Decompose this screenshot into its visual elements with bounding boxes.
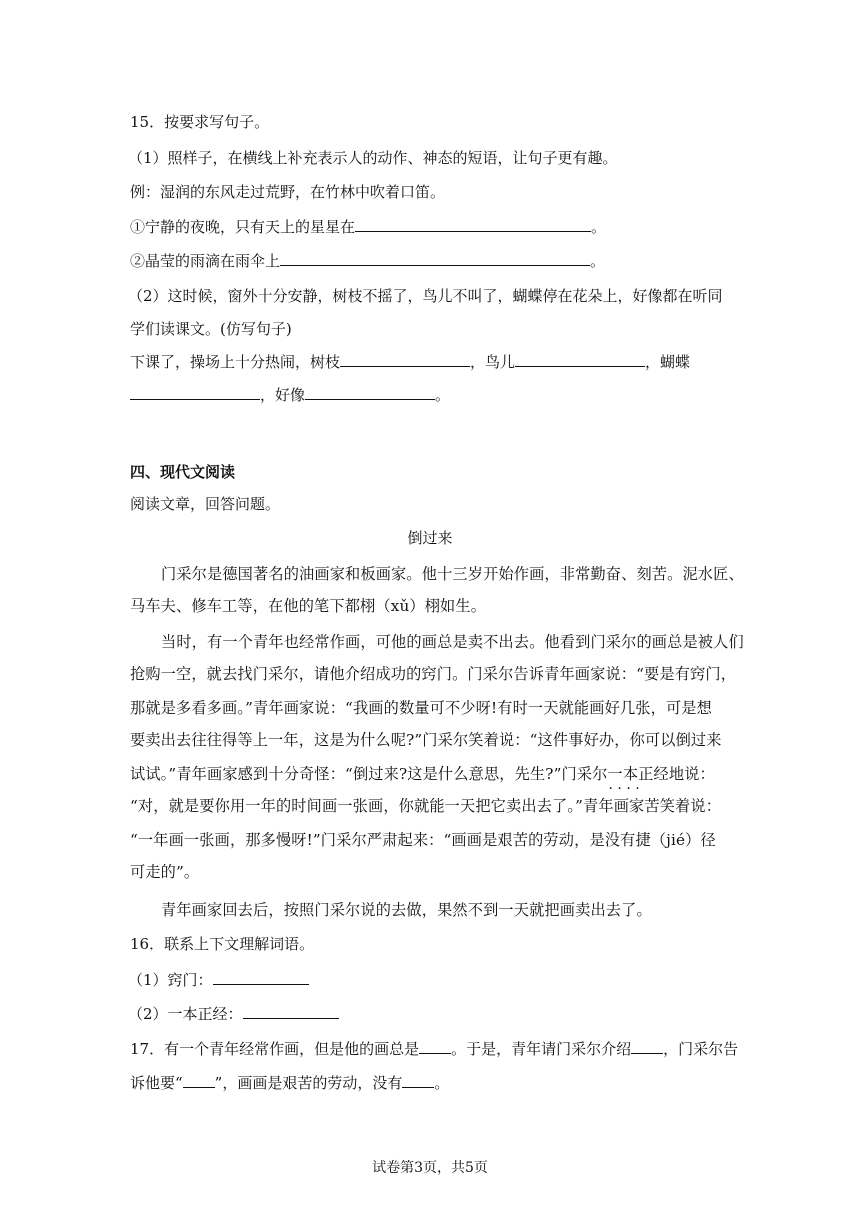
article-paragraph-line: 要卖出去往往得等上一年，这是为什么呢?”门采尔笑着说：“这件事好办，你可以倒过来 (130, 731, 722, 749)
q15-fill-text-d: ，好像 (260, 386, 306, 404)
q15-part2-fill-line2 (130, 385, 450, 405)
article-paragraph-line: 可走的”。 (130, 863, 200, 881)
q15-example: 例：湿润的东风走过荒野，在竹林中吹着口笛。 (130, 183, 446, 201)
answer-blank[interactable] (631, 1039, 663, 1054)
section-heading: 四、现代文阅读 (130, 463, 236, 481)
q15-item2 (130, 251, 605, 271)
q15-part2-fill-line1 (130, 352, 690, 372)
q17-text: 。于是，青年请门采尔介绍 (451, 1040, 632, 1058)
q16-item1-label: （1）窍门： (128, 971, 213, 989)
answer-blank[interactable] (340, 352, 470, 367)
article-text: 试试。”青年画家感到十分奇怪：“倒过来?这是什么意思，先生?”门采尔 (130, 765, 608, 783)
answer-blank[interactable] (130, 385, 260, 400)
answer-blank[interactable] (243, 1004, 339, 1019)
article-paragraph-line: 门采尔是德国著名的油画家和板画家。他十三岁开始作画，非常勤奋、刻苦。泥水匠、 (161, 565, 744, 583)
q15-item1-end: 。 (591, 218, 607, 236)
article-paragraph-line (130, 764, 730, 784)
q16-item1 (128, 970, 309, 990)
article-paragraph-line: 当时，有一个青年也经常作画，可他的画总是卖不出去。他看到门采尔的画总是被人们 (161, 633, 744, 651)
article-title: 倒过来 (407, 529, 453, 547)
q17-text: ”，画画是艰苦的劳动，没有 (214, 1074, 403, 1092)
q16-title: 16．联系上下文理解词语。 (130, 935, 315, 953)
q17-text: 。 (434, 1074, 450, 1092)
q15-item2-end: 。 (590, 252, 606, 270)
q17-text: ，门采尔告 (663, 1040, 739, 1058)
q15-title: 15．按要求写句子。 (130, 113, 270, 131)
answer-blank[interactable] (305, 385, 435, 400)
answer-blank[interactable] (183, 1073, 215, 1088)
q15-part2-line2: 学们读课文。(仿写句子) (130, 320, 292, 338)
article-paragraph-line: “对，就是要你用一年的时间画一张画，你就能一天把它卖出去了。”青年画家苦笑着说： (130, 797, 722, 815)
q17-text: 17．有一个青年经常作画，但是他的画总是 (130, 1040, 420, 1058)
q17-line1 (130, 1039, 738, 1059)
answer-blank[interactable] (515, 352, 645, 367)
section-instruction: 阅读文章，回答问题。 (130, 495, 281, 513)
answer-blank[interactable] (419, 1039, 451, 1054)
article-text: 地说： (668, 765, 715, 783)
q16-item2-label: （2）一本正经： (128, 1005, 243, 1023)
q15-item1-text: ①宁静的夜晚，只有天上的星星在 (130, 218, 356, 236)
article-paragraph-line: “一年画一张画，那多慢呀!”门采尔严肃起来：“画画是艰苦的劳动，是没有捷（jié）径 (130, 831, 716, 849)
q15-fill-text-c: ，蝴蝶 (645, 353, 691, 371)
q17-text: 诉他要“ (130, 1074, 183, 1092)
q15-fill-text-b: ，鸟儿 (470, 353, 516, 371)
answer-blank[interactable] (355, 217, 591, 232)
article-paragraph-line: 那就是多看多画。”青年画家说：“我画的数量可不少呀!有时一天就能画好几张，可是想 (130, 699, 712, 717)
article-paragraph-line: 马车夫、修车工等，在他的笔下都栩（xǔ）栩如生。 (130, 597, 487, 615)
answer-blank[interactable] (213, 970, 309, 985)
answer-blank[interactable] (280, 251, 590, 266)
answer-blank[interactable] (402, 1073, 434, 1088)
q15-part1-instruction: （1）照样子，在横线上补充表示人的动作、神态的短语，让句子更有趣。 (128, 149, 618, 167)
article-paragraph-line: 抢购一空，就去找门采尔，请他介绍成功的窍门。门采尔告诉青年画家说：“要是有窍门， (130, 665, 737, 683)
q15-item2-text: ②晶莹的雨滴在雨伞上 (130, 252, 281, 270)
article-paragraph-line: 青年画家回去后，按照门采尔说的去做，果然不到一天就把画卖出去了。 (161, 901, 652, 919)
q15-fill-text-a: 下课了，操场上十分热闹，树枝 (130, 353, 341, 371)
q16-item2 (128, 1004, 339, 1024)
q15-item1 (130, 217, 606, 237)
q15-fill-text-end: 。 (435, 386, 451, 404)
page-footer: 试卷第3页，共5页 (372, 1160, 488, 1176)
q17-line2 (130, 1073, 449, 1093)
q15-part2-line1: （2）这时候，窗外十分安静，树枝不摇了，鸟儿不叫了，蝴蝶停在花朵上，好像都在听同 (128, 287, 723, 305)
emphasized-word: 一本正经 · · (608, 765, 669, 783)
